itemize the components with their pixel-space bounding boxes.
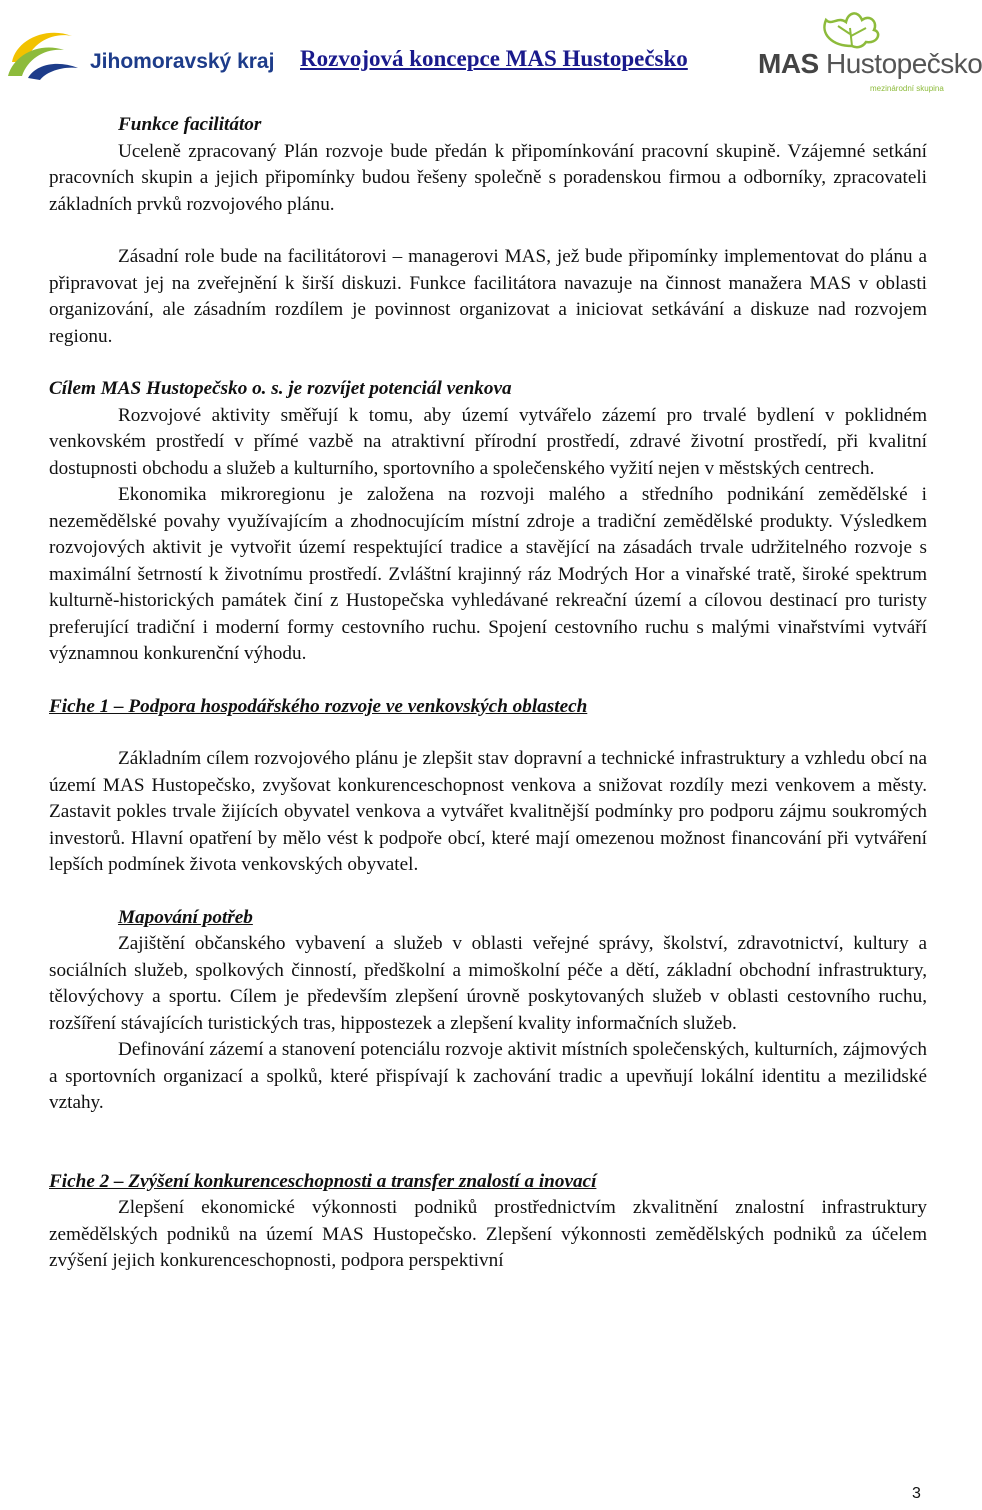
- document-body: [49, 112, 927, 1275]
- paragraph-fiche1-1: Základním cílem rozvojového plánu je zlepšit stav dopravní a technické infrastruktury a vzhledu obcí na území MAS Hustopečsko, zvyšovat konkurenceschopnost venkova a snižovat rozdíly mezi venkovem a městy. Zastavit pokles trvale žijících obyvatel venkova a vytvářet kvalitnější podmínky pro podporu zájmu soukromých investorů. Hlavní opatření by mělo vést k podpoře obcí, které mají omezenou možnost financování při vytváření lepších podmínek života venkovských obyvatel.: [49, 748, 927, 875]
- jihomoravsky-kraj-logo: [6, 22, 276, 82]
- paragraph-goal-2: Ekonomika mikroregionu je založena na rozvoji malého a středního podnikání zemědělské i nezemědělské povahy využívajícím a zhodnocujícím místní zdroje a tradiční zemědělské produkty. Výsledkem rozvojových aktivit je vytvořit území respektující tradice a stavějící na zásadách trvale udržitelného rozvoje s maximální šetrností k životnímu prostředí. Zvláštní krajinný ráz Modrých Hor a vinařské tratě, široké spektrum kulturně-historických památek činí z Hustopečska vyhledávané rekreační území a cílovou destinací pro turisty preferující tradiční i moderní formy cestovního ruchu. Spojení cestovního ruchu s malými vinařstvími vytváří významnou konkurenční výhodu.: [49, 484, 927, 664]
- page-number: 3: [912, 1485, 921, 1502]
- grape-leaf-icon: [812, 6, 892, 50]
- paragraph-goal-1: Rozvojové aktivity směřují k tomu, aby území vytvářelo zázemí pro trvalé bydlení v poklidném venkovském prostředí v přímé vazbě na atraktivní přírodní prostředí, zdravé životní prostředí, při kvalitní dostupnosti obchodu a služeb a kulturního, sportovního a společenského vyžití nejen v městských centrech.: [49, 404, 927, 479]
- heading-mapovani-potreb: Mapování potřeb: [118, 906, 253, 928]
- mas-logo-text: MAS Hustopečsko: [758, 48, 982, 79]
- paragraph-fiche1-2: Zajištění občanského vybavení a služeb v oblasti veřejné správy, školství, zdravotnictví, kultury a sociálních služeb, spolkových činností, předškolní a mimoškolní péče a dětí, základní obchodní infrastruktury, tělovýchovy a sportu. Cílem je především zlepšení úrovně poskytovaných služeb v oblasti cestovního ruchu, rozšíření stávajících turistických tras, hippostezek a zlepšení kvality informačních služeb.: [49, 933, 927, 1034]
- kraj-swirl-icon: [6, 22, 88, 82]
- paragraph-fiche2-1: Zlepšení ekonomické výkonnosti podniků prostřednictvím zkvalitnění znalostní infrastruktury zemědělských podniků na území MAS Hustopečsko. Zlepšení výkonnosti zemědělských podniků za účelem zvýšení jejich konkurenceschopnosti, podpora perspektivní: [49, 1197, 927, 1271]
- mas-logo-subtext: mezinárodní skupina: [870, 84, 944, 93]
- heading-funkce-facilitator: Funkce facilitátor: [118, 114, 262, 135]
- page-header: [0, 0, 982, 100]
- paragraph-fiche1-3: Definování zázemí a stanovení potenciálu rozvoje aktivit místních společenských, kulturních, zájmových a sportovních organizací a spolků, které přispívají k zachování tradic a upevňují lokální identitu a mezilidské vztahy.: [49, 1039, 927, 1113]
- heading-fiche-1: Fiche 1 – Podpora hospodářského rozvoje ve venkovských oblastech: [49, 695, 588, 717]
- paragraph-facilitator-1: Uceleně zpracovaný Plán rozvoje bude předán k připomínkování pracovní skupině. Vzájemné setkání pracovních skupin a jejich připomínky budou řešeny společně s poradenskou firmou a odborníky, zpracovateli základních prvků rozvojového plánu.: [49, 140, 927, 215]
- kraj-logo-text: Jihomoravský kraj: [90, 50, 275, 73]
- heading-fiche-2: Fiche 2 – Zvýšení konkurenceschopnosti a transfer znalostí a inovací: [49, 1170, 597, 1192]
- document-title: Rozvojová koncepce MAS Hustopečsko: [300, 46, 688, 71]
- heading-cilem-mas: Cílem MAS Hustopečsko o. s. je rozvíjet potenciál venkova: [49, 378, 512, 399]
- paragraph-facilitator-2: Zásadní role bude na facilitátorovi – managerovi MAS, jež bude připomínky implementovat do plánu a připravovat jej na zveřejnění k širší diskuzi. Funkce facilitátora navazuje na činnost manažera MAS v oblasti organizování, ale zásadním rozdílem je povinnost organizovat a iniciovat setkávání a diskuze nad rozvojem regionu.: [49, 246, 927, 347]
- mas-hustopecsko-logo: [752, 6, 982, 98]
